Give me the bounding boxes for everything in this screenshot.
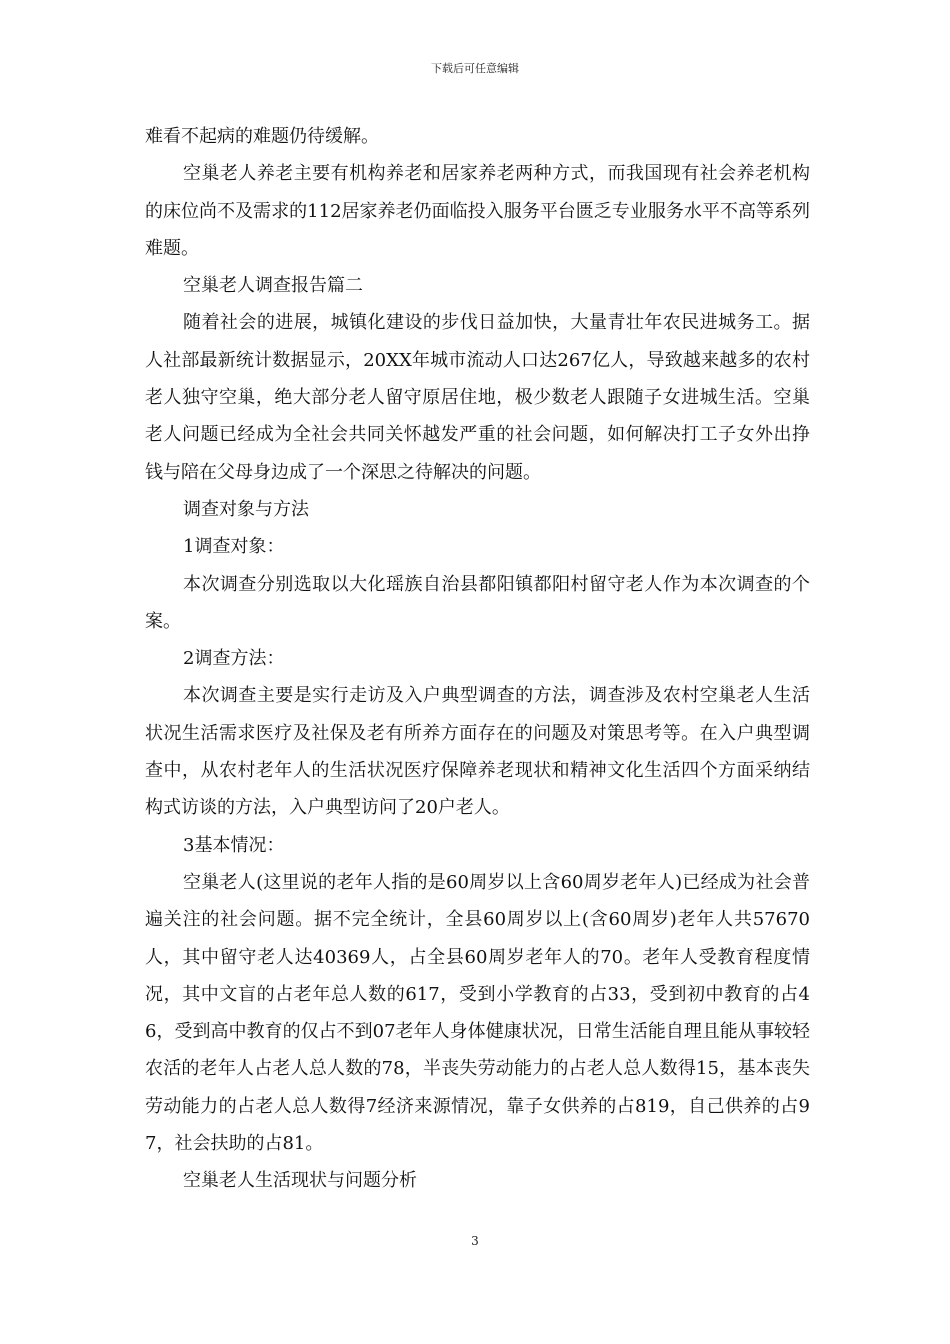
paragraph-survey-subject: 本次调查分别选取以大化瑶族自治县都阳镇都阳村留守老人作为本次调查的个案。 bbox=[145, 573, 810, 632]
paragraph-background: 随着社会的进展，城镇化建设的步伐日益加快，大量青壮年农民进城务工。据人社部最新统计数据显示，20XX年城市流动人口达267亿人，导致越来越多的农村老人独守空巢，绝大部分老人留守原居住地，极少数老人跟随子女进城生活。空巢老人问题已经成为全社会共同关怀越发严重的社会问题，如何解决打工子女外出挣钱与陪在父母身边成了一个深思之待解决的问题。 bbox=[145, 312, 810, 483]
paragraph-basic-situation: 空巢老人(这里说的老年人指的是60周岁以上含60周岁老年人)已经成为社会普遍关注的社会问题。据不完全统计，全县60周岁以上(含60周岁)老年人共57670人，其中留守老人达40369人，占全县60周岁老年人的70。老年人受教育程度情况，其中文盲的占老年总人数的617，受到小学教育的占33，受到初中教育的占46，受到高中教育的仅占不到07老年人身体健康状况，日常生活能自理且能从事较轻农活的老年人占老人总人数的78，半丧失劳动能力的占老人总人数得15，基本丧失劳动能力的占老人总人数得7经济来源情况，靠子女供养的占819，自己供养的占97，社会扶助的占81。 bbox=[145, 871, 810, 1155]
page-header: 下载后可任意编辑 bbox=[431, 62, 519, 75]
paragraph-survey-method: 本次调查主要是实行走访及入户典型调查的方法，调查涉及农村空巢老人生活状况生活需求医疗及社保及老有所养方面存在的问题及对策思考等。在入户典型调查中，从农村老年人的生活状况医疗保障养老现状和精神文化生活四个方面采纳结构式访谈的方法，入户典型访问了20户老人。 bbox=[145, 685, 810, 819]
section-heading-status-analysis: 空巢老人生活现状与问题分析 bbox=[183, 1170, 417, 1192]
subheading-survey-subject: 1调查对象： bbox=[183, 536, 285, 558]
section-heading-survey-method: 调查对象与方法 bbox=[183, 498, 309, 520]
subheading-survey-method: 2调查方法： bbox=[183, 648, 285, 670]
paragraph-elderly-care-modes: 空巢老人养老主要有机构养老和居家养老两种方式，而我国现有社会养老机构的床位尚不及需求的112居家养老仍面临投入服务平台匮乏专业服务水平不高等系列难题。 bbox=[145, 163, 810, 259]
page-number: 3 bbox=[471, 1234, 479, 1248]
paragraph-continuation: 难看不起病的难题仍待缓解。 bbox=[145, 126, 379, 147]
section-heading-report-part-two: 空巢老人调查报告篇二 bbox=[183, 275, 363, 297]
subheading-basic-situation: 3基本情况： bbox=[183, 834, 285, 856]
document-body bbox=[145, 118, 810, 1200]
